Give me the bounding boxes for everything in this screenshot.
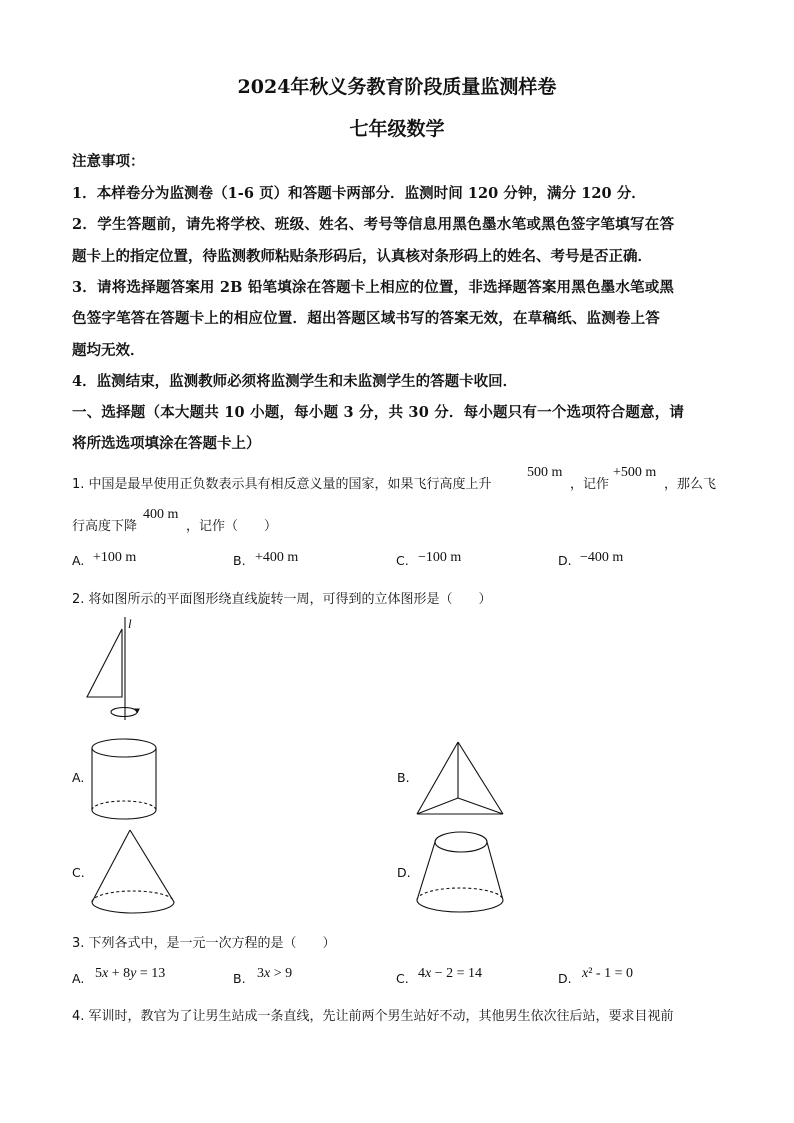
question-3-option-c-expr: 4x − 2 = 14 <box>418 966 483 981</box>
notice-item-4: 4．监测结束，监测教师必须将监测学生和未监测学生的答题卡收回． <box>72 373 518 390</box>
question-1-value-400m: 400 m <box>143 507 179 522</box>
question-1-option-d-label: D. <box>558 553 572 568</box>
question-3-text: 3. 下列各式中，是一元一次方程的是（ ） <box>72 936 336 951</box>
question-2-option-d-label: D. <box>397 865 411 880</box>
frustum-icon <box>415 830 507 920</box>
notice-item-3-line-3: 题均无效． <box>72 342 145 359</box>
question-1-text-c: ，那么飞 <box>664 477 717 492</box>
question-3-option-d-label: D. <box>558 971 572 986</box>
notice-item-2-line-1: 2．学生答题前，请先将学校、班级、姓名、考号等信息用黑色墨水笔或黑色签字笔填写在答 <box>72 216 675 233</box>
question-4-text: 4. 军训时，教官为了让男生站成一条直线，先让前两个男生站好不动，其他男生依次往后站，要求目视前 <box>72 1009 674 1024</box>
question-3-option-b-expr: 3x > 9 <box>257 966 293 981</box>
question-1-value-500m: 500 m <box>527 465 563 480</box>
question-1-text-e: ，记作（ ） <box>186 519 278 534</box>
right-triangle-shape <box>87 629 122 697</box>
question-1-option-b-label: B. <box>233 553 246 568</box>
question-3-option-c-label: C. <box>396 971 409 986</box>
question-2-option-b-label: B. <box>397 770 410 785</box>
question-3-option-b-label: B. <box>233 971 246 986</box>
question-1-text-a: 1. 中国是最早使用正负数表示具有相反意义量的国家，如果飞行高度上升 <box>72 477 492 492</box>
question-1-text-b: ，记作 <box>570 477 610 492</box>
question-1-value-plus500m: +500 m <box>613 465 657 480</box>
page-subtitle: 七年级数学 <box>349 118 445 140</box>
question-1-option-c-value: −100 m <box>418 550 462 565</box>
question-3-option-d-expr: x² - 1 = 0 <box>582 966 633 981</box>
question-2-option-c-label: C. <box>72 865 85 880</box>
question-1-option-a-value: +100 m <box>93 550 137 565</box>
notice-heading: 注意事项： <box>72 153 145 170</box>
cylinder-icon <box>90 738 160 822</box>
notice-item-3-line-1: 3．请将选择题答案用 2B 铅笔填涂在答题卡上相应的位置，非选择题答案用黑色墨水笔或黑 <box>72 279 675 296</box>
question-1-option-c-label: C. <box>396 553 409 568</box>
rotation-figure <box>80 615 160 725</box>
notice-item-3-line-2: 色签字笔答在答题卡上的相应位置．超出答题区域书写的答案无效，在草稿纸、监测卷上答 <box>72 310 660 327</box>
axis-label-l: l <box>128 616 132 631</box>
cone-icon <box>90 828 180 918</box>
section-heading-line-1: 一、选择题（本大题共 10 小题，每小题 3 分，共 30 分．每小题只有一个选项符合题意，请 <box>72 404 685 421</box>
notice-item-2-line-2: 题卡上的指定位置，待监测教师粘贴条形码后，认真核对条形码上的姓名、考号是否正确． <box>72 248 652 265</box>
pyramid-icon <box>415 740 507 818</box>
question-1-option-a-label: A. <box>72 553 85 568</box>
rotation-arrow-icon <box>111 708 137 717</box>
notice-item-1: 1．本样卷分为监测卷（1-6 页）和答题卡两部分．监测时间 120 分钟，满分 120 分． <box>72 185 646 202</box>
question-1-option-b-value: +400 m <box>255 550 299 565</box>
section-heading-line-2: 将所选选项填涂在答题卡上） <box>72 435 261 452</box>
question-2-text: 2. 将如图所示的平面图形绕直线旋转一周，可得到的立体图形是（ ） <box>72 592 492 607</box>
question-3-option-a-label: A. <box>72 971 85 986</box>
question-1-option-d-value: −400 m <box>580 550 624 565</box>
question-1-text-d: 行高度下降 <box>72 519 138 534</box>
question-2-option-a-label: A. <box>72 770 85 785</box>
page-title: 2024年秋义务教育阶段质量监测样卷 <box>237 76 557 98</box>
question-3-option-a-expr: 5x + 8y = 13 <box>95 966 166 981</box>
